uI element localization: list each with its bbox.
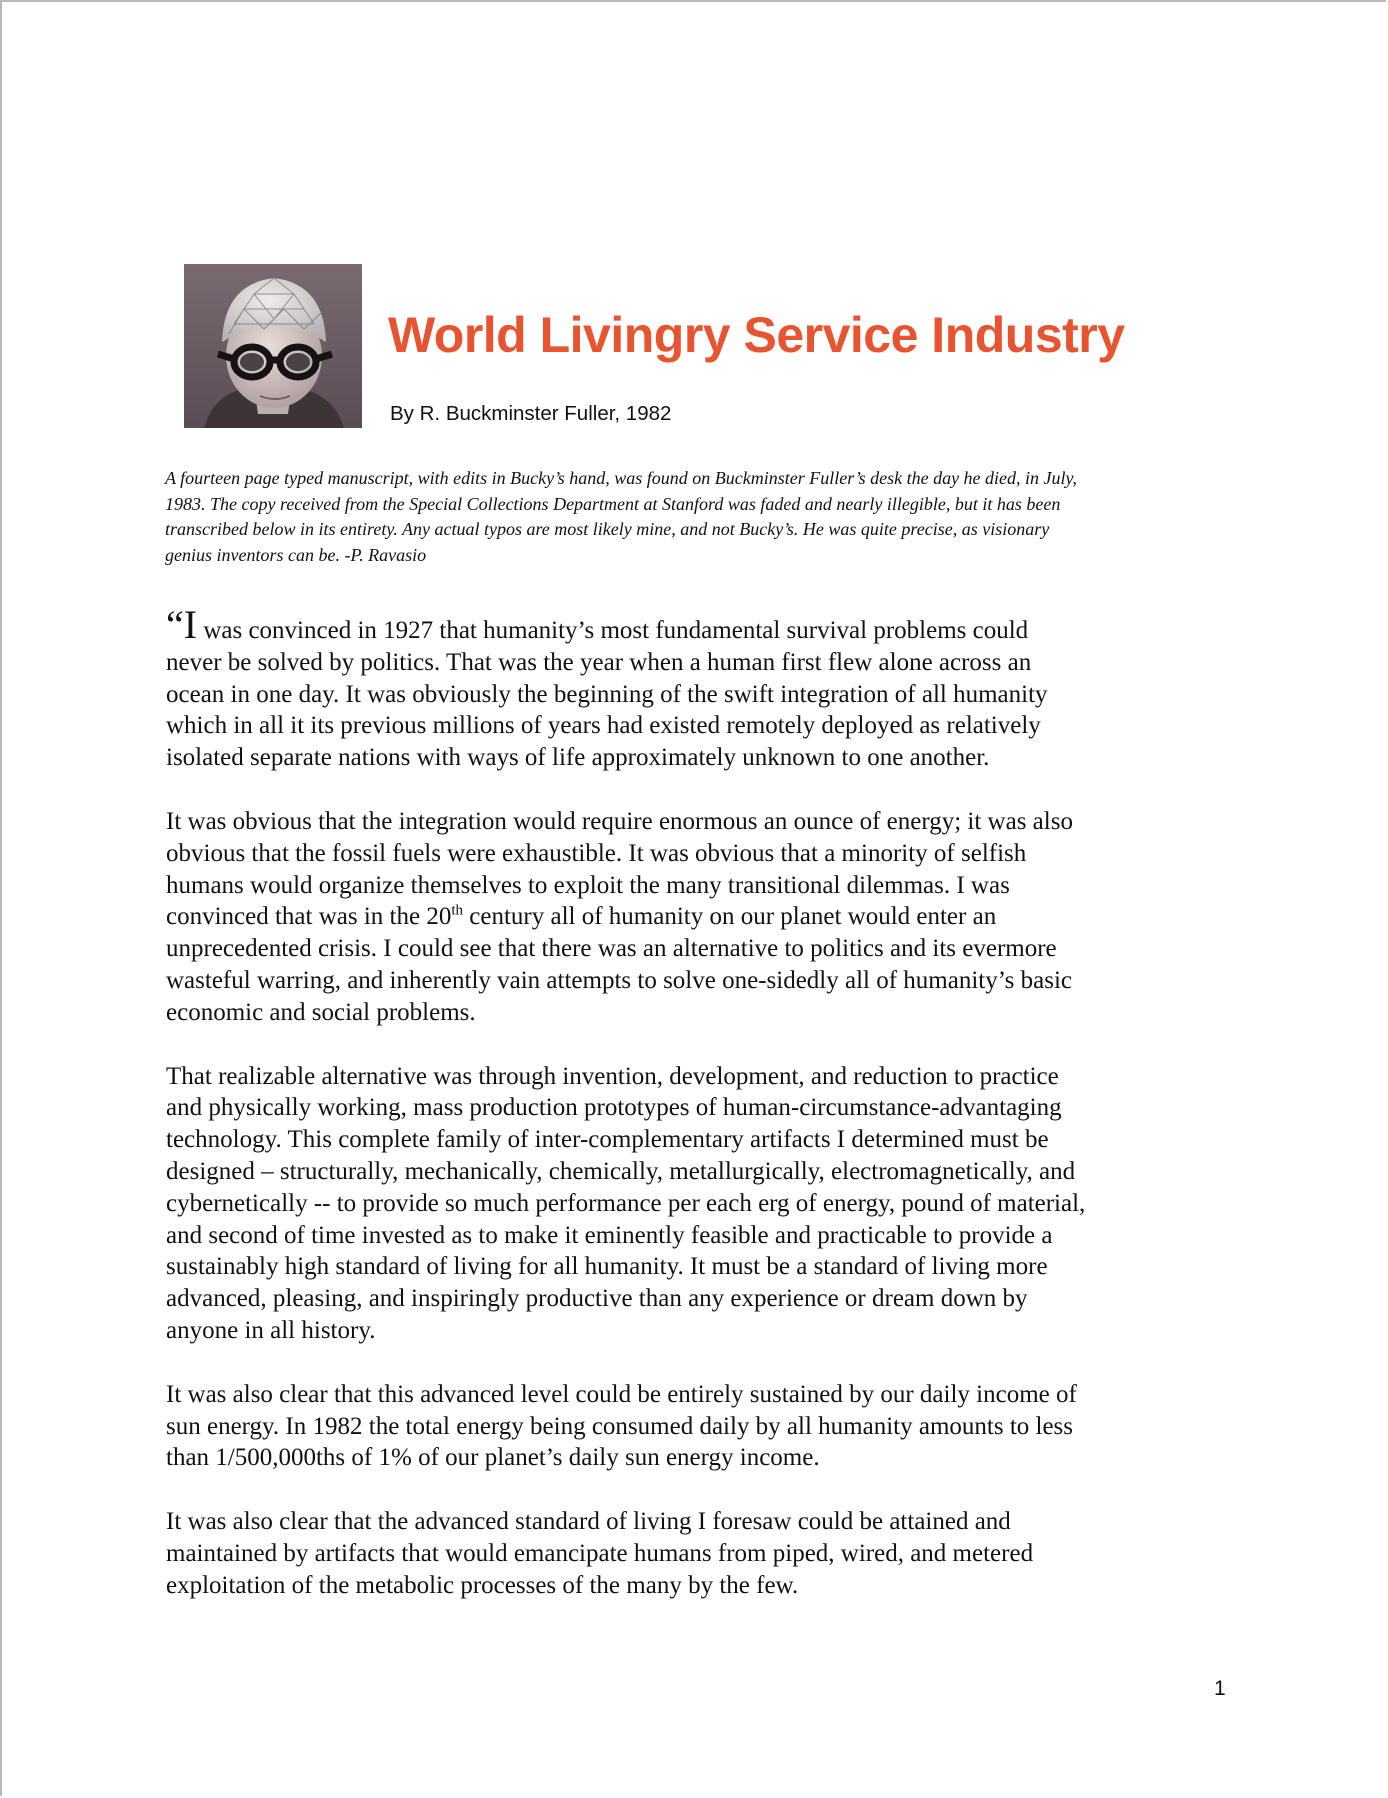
paragraph-line: unprecedented crisis. I could see that there was an alternative to politics and its evermore [166,935,1057,963]
paragraph-line: wasteful warring, and inherently vain attempts to solve one-sidedly all of humanity’s basic [166,966,1073,994]
paragraph-line: sustainably high standard of living for all humanity. It must be a standard of living more [166,1253,1048,1281]
paragraph-5 [166,1506,1236,1601]
paragraph-line: It was also clear that this advanced level could be entirely sustained by our daily income of [166,1380,1077,1408]
paragraph-line: never be solved by politics. That was the year when a human first flew alone across an [166,648,1032,676]
paragraph-2 [166,806,1236,1029]
intro-line: A fourteen page typed manuscript, with edits in Bucky’s hand, was found on Buckminster Fuller’s desk the day he died, in July, [165,468,1078,488]
paragraph-line: and physically working, mass production prototypes of human-circumstance-advantaging [166,1094,1062,1122]
author-portrait [184,264,362,428]
paragraph-4 [166,1379,1236,1474]
intro-note [165,466,1245,568]
paragraph-line: That realizable alternative was through invention, development, and reduction to practice [166,1062,1059,1090]
paragraph-line: cybernetically -- to provide so much performance per each erg of energy, pound of material, [166,1189,1086,1217]
body-text [166,602,1236,1634]
line-text: was convinced in 1927 that humanity’s most fundamental survival problems could [197,617,1029,644]
paragraph-line: technology. This complete family of inter-complementary artifacts I determined must be [166,1126,1049,1154]
line-text: convinced that was in the 20 [166,903,452,931]
paragraph-line: economic and social problems. [166,998,476,1026]
paragraph-line: than 1/500,000ths of 1% of our planet’s daily sun energy income. [166,1444,820,1472]
paragraph-line [166,602,1236,647]
paragraph-line: advanced, pleasing, and inspiringly productive than any experience or dream down by [166,1285,1028,1313]
drop-cap: “I [166,602,198,647]
intro-line: genius inventors can be. -P. Ravasio [165,544,427,565]
paragraph-line: maintained by artifacts that would emancipate humans from piped, wired, and metered [166,1539,1034,1567]
line-text: century all of humanity on our planet would enter an [463,903,997,931]
byline: By R. Buckminster Fuller, 1982 [390,402,672,425]
paragraph-line: obvious that the fossil fuels were exhaustible. It was obvious that a minority of selfish [166,839,1027,867]
paragraph-line: sun energy. In 1982 the total energy being consumed daily by all humanity amounts to less [166,1412,1074,1440]
paragraph-line: and second of time invested as to make it eminently feasible and practicable to provide a [166,1221,1053,1249]
paragraph-line: humans would organize themselves to exploit the many transitional dilemmas. I was [166,871,1010,899]
paragraph-line: designed – structurally, mechanically, chemically, metallurgically, electromagnetically, and [166,1157,1076,1185]
paragraph-line: ocean in one day. It was obviously the beginning of the swift integration of all humanity [166,680,1048,708]
superscript: th [451,903,464,920]
page-number: 1 [1214,1677,1226,1700]
paragraph-3 [166,1061,1236,1347]
intro-line: transcribed below in its entirety. Any actual typos are most likely mine, and not Bucky’s. He was quite precise, as visionary [165,519,1050,539]
paragraph-line: isolated separate nations with ways of life approximately unknown to one another. [166,744,990,772]
paragraph-line [166,901,1236,933]
paragraph-line: It was also clear that the advanced standard of living I foresaw could be attained and [166,1508,1011,1536]
paragraph-line: anyone in all history. [166,1316,376,1344]
paragraph-1 [166,602,1236,774]
paragraph-line: exploitation of the metabolic processes of the many by the few. [166,1571,799,1599]
intro-line: 1983. The copy received from the Special Collections Department at Stanford was faded and nearly illegible, but it has been [165,493,1061,514]
paragraph-line: which in all it its previous millions of years had existed remotely deployed as relatively [166,712,1041,740]
paragraph-line: It was obvious that the integration would require enormous an ounce of energy; it was also [166,807,1073,835]
document-title: World Livingry Service Industry [388,307,1125,363]
